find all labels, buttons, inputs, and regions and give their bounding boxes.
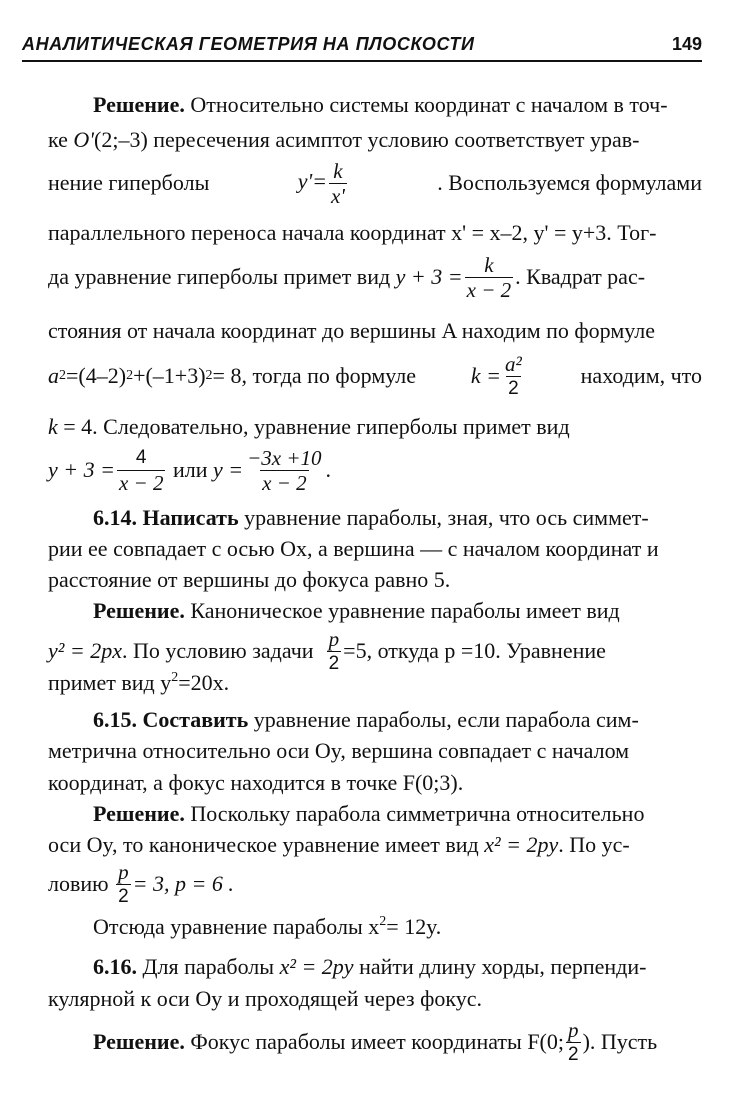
denominator: x − 2 [118, 470, 164, 495]
text: (2;–3) пересечения асимптот условию соответствует урав- [94, 127, 640, 152]
paragraph-line: a 2 =(4–2) 2 +(–1+3) 2 = 8, тогда по формуле k = $\frac{\text{a²}}{2}$ находим, что [48, 351, 702, 399]
text: = 4. Следовательно, уравнение гиперболы примет вид [57, 414, 570, 439]
text: ловию [48, 871, 109, 896]
text: . Воспользуемся формулами [437, 170, 702, 195]
paragraph-line [93, 914, 702, 940]
fraction [503, 353, 524, 400]
fraction [117, 447, 166, 494]
text: уравнение параболы, зная, что ось симмет- [238, 505, 649, 530]
task-line [48, 536, 702, 562]
paragraph-line [48, 250, 702, 304]
text: примет вид y [48, 670, 172, 695]
fraction [116, 861, 131, 908]
task-number: 6.14. Написать [93, 505, 239, 530]
paragraph-line [48, 220, 702, 246]
text: находим, что [580, 363, 702, 388]
formula [298, 160, 349, 207]
header-rule [22, 60, 702, 62]
text: =5, откуда p =10. Уравнение [343, 638, 606, 663]
text: ). Пусть [582, 1029, 658, 1054]
math-symbol: O' [73, 127, 94, 152]
task-line [48, 567, 702, 593]
math-text: x² = 2py [484, 832, 559, 857]
text: расстояние от вершины до фокуса равно 5. [48, 567, 451, 592]
paragraph-line [48, 670, 702, 696]
fraction [465, 254, 514, 301]
math-text: y'= [297, 168, 328, 194]
task-line [93, 954, 702, 980]
running-header [22, 34, 702, 64]
denominator: x − 2 [262, 470, 307, 495]
text: =(4–2) [66, 363, 127, 388]
text: или [172, 457, 208, 482]
text: =20x. [178, 670, 230, 695]
math-text: y + 3 = [48, 457, 115, 482]
exponent: 2 [379, 914, 387, 929]
task-line [48, 738, 702, 764]
text: = 12y. [386, 914, 442, 939]
solution-label: Решение. [93, 801, 185, 826]
fraction [245, 447, 323, 494]
text: . По условию задачи [121, 638, 314, 663]
paragraph-line [48, 832, 702, 858]
task-line [93, 505, 702, 531]
task-number: 6.15. Составить [93, 707, 249, 732]
math-symbol: k [48, 414, 58, 439]
text: . [325, 457, 332, 482]
text: кулярной к оси Oy и проходящей через фокус. [48, 986, 482, 1011]
numerator: p [118, 859, 129, 884]
text: оси Oy, то каноническое уравнение имеет вид [48, 832, 479, 857]
numerator: p [328, 626, 340, 651]
numerator: k [484, 252, 494, 277]
math-text: y² = 2px [48, 638, 122, 663]
text: координат, а фокус находится в точке F(0;3). [48, 770, 464, 795]
text: Поскольку парабола симметрична относительно [190, 801, 645, 826]
math-text: k = [470, 363, 502, 388]
page-number: 149 [671, 34, 702, 54]
solution-label: Решение. [93, 1029, 185, 1054]
task-number: 6.16. [93, 954, 137, 979]
text: да уравнение гиперболы примет вид [48, 264, 391, 289]
math-text: y + 3 = [395, 264, 463, 289]
text: рии ее совпадает с осью Ox, а вершина — с началом координат и [48, 536, 659, 561]
solution-label: Решение. [93, 598, 185, 623]
text: +(–1+3) [133, 363, 206, 388]
header-title: АНАЛИТИЧЕСКАЯ ГЕОМЕТРИЯ НА ПЛОСКОСТИ [22, 34, 475, 54]
text: нение гиперболы [48, 170, 210, 195]
numerator: k [333, 158, 343, 183]
fraction [327, 628, 342, 675]
paragraph-line [48, 626, 702, 676]
numerator: −3x +10 [247, 445, 322, 470]
math-text: = 3, p = 6 . [132, 871, 234, 896]
math-text: x² = 2py [279, 954, 354, 979]
numerator: p [568, 1017, 579, 1042]
numerator: a² [505, 351, 522, 376]
text: Для параболы [137, 954, 275, 979]
paragraph-line [48, 442, 702, 498]
text: найти длину хорды, перпенди- [353, 954, 647, 979]
paragraph-line [93, 1016, 702, 1068]
text: уравнение параболы, если парабола сим- [248, 707, 639, 732]
denominator: 2 [568, 1043, 579, 1065]
text: Отсюда уравнение параболы x [93, 914, 380, 939]
paragraph-line [48, 158, 702, 208]
paragraph-line [48, 858, 702, 910]
task-line [48, 770, 702, 796]
denominator: 2 [118, 885, 129, 907]
text: . По ус- [558, 832, 630, 857]
paragraph-line [48, 414, 702, 440]
paragraph-line [93, 801, 702, 827]
numerator: 4 [135, 446, 147, 468]
fraction [329, 160, 347, 207]
text: Относительно системы координат с началом в точ- [190, 92, 668, 117]
text: метрична относительно оси Oy, вершина совпадает с началом [48, 738, 630, 763]
text: Фокус параболы имеет координаты F(0; [190, 1029, 564, 1054]
task-line [48, 986, 702, 1012]
math-text: y = [213, 457, 244, 482]
paragraph-line [48, 127, 702, 153]
denominator: x − 2 [466, 277, 512, 302]
fraction [566, 1019, 581, 1066]
text: ке [48, 127, 74, 152]
text: параллельного переноса начала координат x' = x–2, y' = y+3. Тог- [48, 220, 657, 245]
task-line [93, 707, 702, 733]
paragraph-line [48, 318, 702, 344]
denominator: x' [331, 183, 345, 208]
text: = 8, тогда по формуле [212, 363, 417, 388]
solution-label: Решение. [93, 92, 185, 117]
denominator: 2 [328, 652, 340, 674]
text: . Квадрат рас- [515, 264, 646, 289]
math-symbol: a [48, 363, 59, 388]
denominator: 2 [508, 377, 519, 399]
paragraph-line [93, 598, 702, 624]
exponent: 2 [171, 670, 179, 685]
text: Каноническое уравнение параболы имеет вид [190, 598, 620, 623]
text: стояния от начала координат до вершины A находим по формуле [48, 318, 656, 343]
paragraph-line [93, 92, 702, 118]
